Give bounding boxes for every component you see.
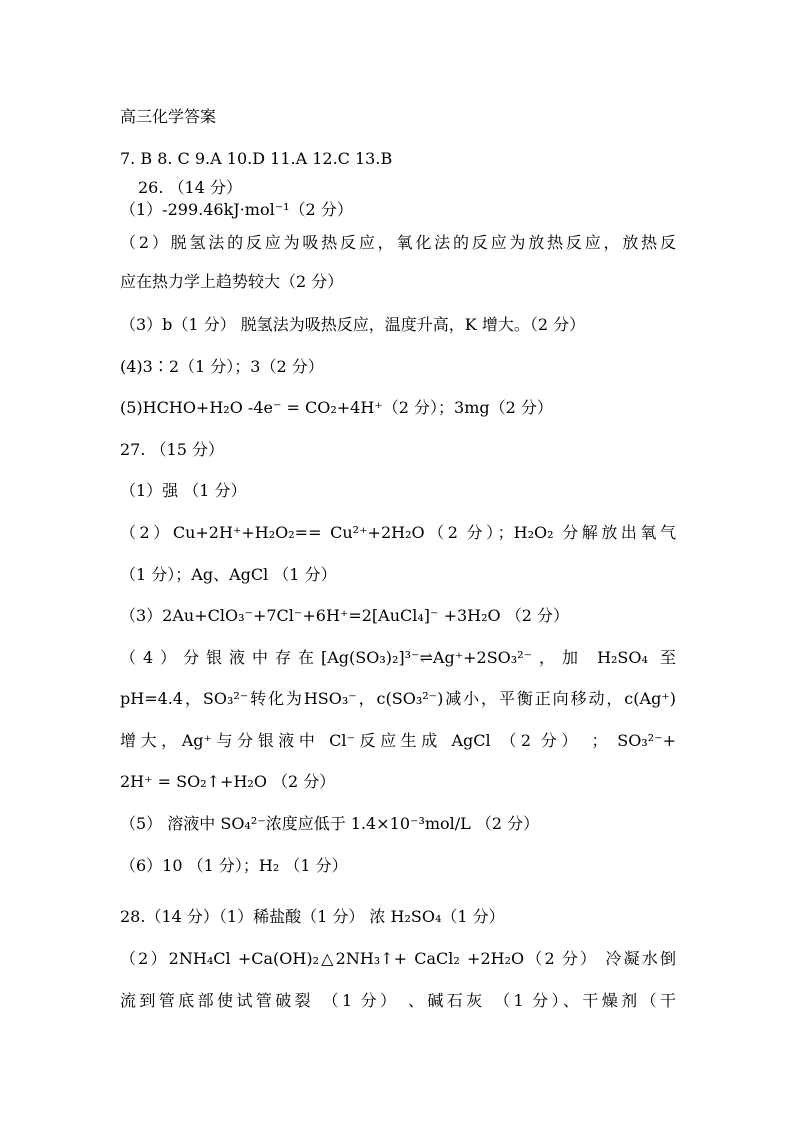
q27-part3: （3）2Au+ClO₃⁻+7Cl⁻+6H⁺=2[AuCl₄]⁻ +3H₂O （2 分） bbox=[120, 606, 569, 625]
q26-part1: （1）-299.46kJ·mol⁻¹（2 分） bbox=[120, 200, 353, 219]
q28-line1: 28.（14 分）（1）稀盐酸（1 分） 浓 H₂SO₄（1 分） bbox=[120, 907, 505, 926]
q27-part4-line1: （4）分银液中存在[Ag(SO₃)₂]³⁻⇌Ag⁺+2SO₃²⁻，加 H₂SO₄ 至 bbox=[120, 648, 676, 667]
q26-part2-line2: 应在热力学上趋势较大（2 分） bbox=[120, 272, 344, 291]
q26-part2-line1: （2）脱氢法的反应为吸热反应，氧化法的反应为放热反应，放热反 bbox=[120, 233, 676, 252]
q26-part4: (4)3∶2（1 分）；3（2 分） bbox=[120, 357, 324, 376]
q27-header: 27. （15 分） bbox=[120, 440, 224, 459]
q27-part1: （1）强 （1 分） bbox=[120, 481, 247, 500]
q27-part5: （5） 溶液中 SO₄²⁻浓度应低于 1.4×10⁻³mol/L （2 分） bbox=[120, 814, 540, 833]
q28-line3: 流到管底部使试管破裂 （1 分） 、碱石灰 （1 分）、干燥剂（干 bbox=[120, 991, 676, 1010]
q27-part4-line3: 增大，Ag⁺与分银液中 Cl⁻反应生成 AgCl （2 分） ； SO₃²⁻+ bbox=[120, 731, 676, 750]
multiple-choice-answers: 7. B 8. C 9.A 10.D 11.A 12.C 13.B bbox=[120, 149, 393, 168]
q27-part4-line2: pH=4.4，SO₃²⁻转化为HSO₃⁻，c(SO₃²⁻)减小，平衡正向移动，c(Ag⁺) bbox=[120, 689, 676, 708]
q26-header: 26. （14 分） bbox=[138, 178, 242, 197]
q26-part3: （3）b（1 分） 脱氢法为吸热反应，温度升高，K 增大。（2 分） bbox=[120, 315, 586, 334]
q28-line2: （2）2NH₄Cl +Ca(OH)₂△2NH₃↑+ CaCl₂ +2H₂O（2 分） 冷凝水倒 bbox=[120, 949, 676, 968]
q27-part2-line2: （1 分）；Ag、AgCl （1 分） bbox=[120, 565, 337, 584]
q27-part6: （6）10 （1 分）；H₂ （1 分） bbox=[120, 856, 348, 875]
q27-part4-line4: 2H⁺ = SO₂↑+H₂O （2 分） bbox=[120, 772, 336, 791]
document-title: 高三化学答案 bbox=[120, 107, 217, 126]
q26-part5: (5)HCHO+H₂O -4e⁻ = CO₂+4H⁺（2 分）；3mg（2 分） bbox=[120, 398, 553, 417]
q27-part2-line1: （2）Cu+2H⁺+H₂O₂== Cu²⁺+2H₂O（2 分）；H₂O₂ 分解放出氧气 bbox=[120, 523, 676, 542]
